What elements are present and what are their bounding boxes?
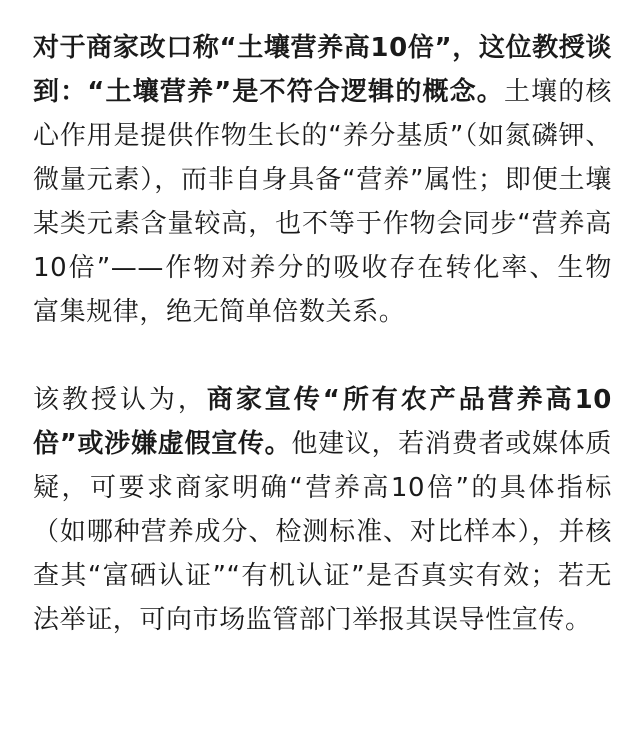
paragraph-1-bold-lead: 对于商家改口称“土壤营养高10倍”，这位教授谈到：“土壤营养”是不符合逻辑的概念。 — [33, 33, 612, 107]
paragraph-2-lead: 该教授认为， — [33, 385, 207, 415]
paragraph-1 — [33, 26, 612, 334]
paragraph-2 — [33, 378, 612, 642]
paragraph-1-text: 土壤的核心作用是提供作物生长的“养分基质”（如氮磷钾、微量元素），而非自身具备“营养”属性；即便土壤某类元素含量较高，也不等于作物会同步“营养高10倍”——作物对养分的吸收存在转化率、生物富集规律，绝无简单倍数关系。 — [33, 77, 612, 327]
paragraph-2-text: 他建议，若消费者或媒体质疑，可要求商家明确“营养高10倍”的具体指标（如哪种营养成分、检测标准、对比样本），并核查其“富硒认证”“有机认证”是否真实有效；若无法举证，可向市场监管部门举报其误导性宣传。 — [33, 429, 613, 635]
paragraph-2-bold-claim: 商家宣传“所有农产品营养高10倍”或涉嫌虚假宣传。 — [33, 385, 612, 459]
